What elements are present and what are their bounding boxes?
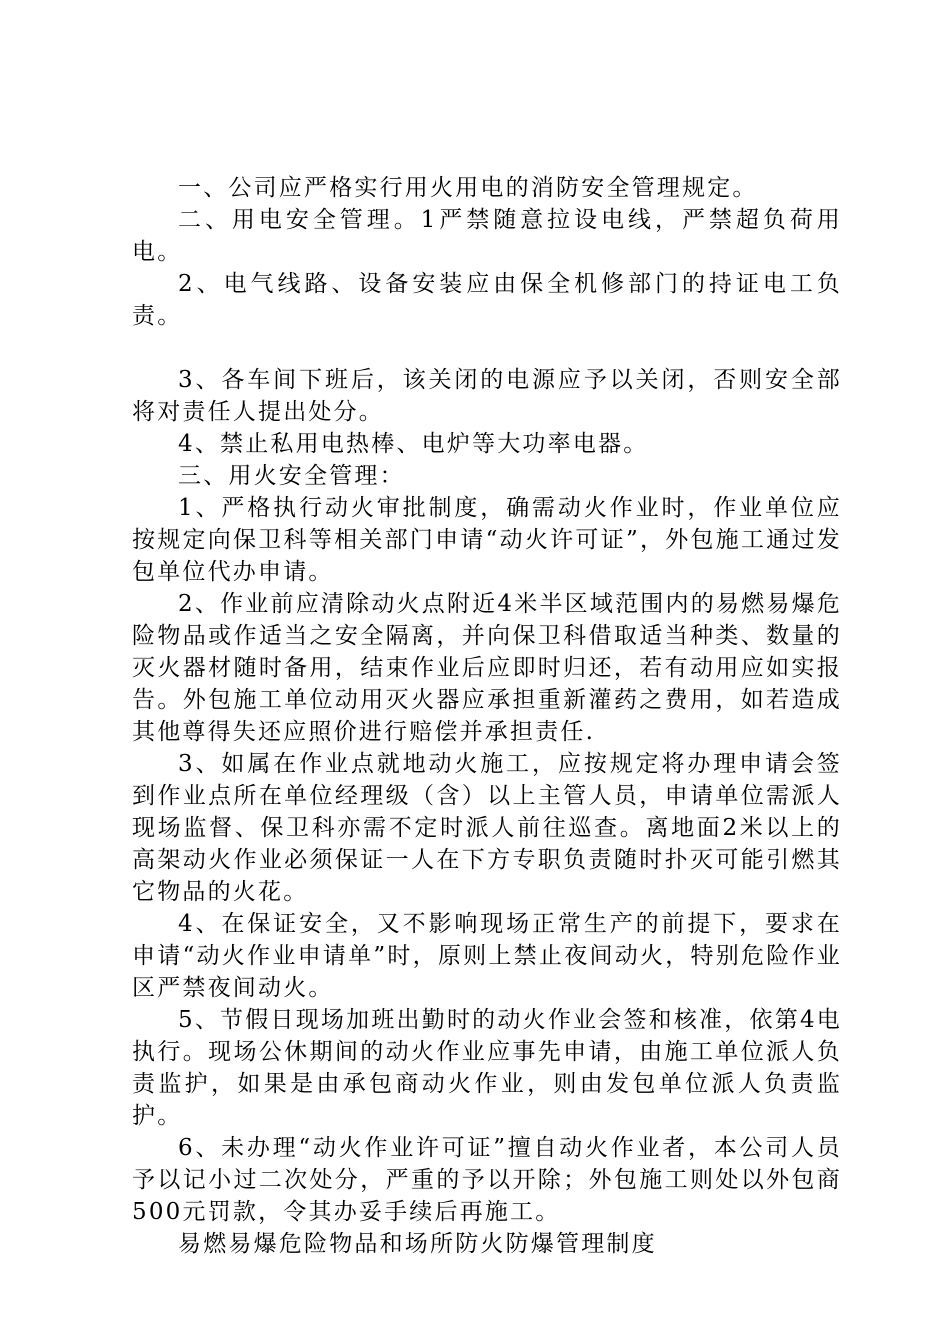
paragraph-hot-work-preparation: 2、作业前应清除动火点附近4米半区域范围内的易燃易爆危险物品或作适当之安全隔离，并向保卫科借取适当种类、数量的灭火器材随时备用，结束作业后应即时归还，若有动用应如实报告。外包施工单位动用灭火器应承担重新灌药之费用，如若造成其他尊得失还应照价进行赔偿并承担责任. bbox=[132, 591, 842, 745]
paragraph-fire-electric-regulation: 一、公司应严格实行用火用电的消防安全管理规定。 bbox=[178, 175, 758, 201]
paragraph-fire-safety-heading: 三、用火安全管理： bbox=[178, 463, 405, 489]
paragraph-appliance-ban: 4、禁止私用电热棒、电炉等大功率电器。 bbox=[178, 431, 649, 457]
paragraph-electric-safety: 二、用电安全管理。1严禁随意拉设电线，严禁超负荷用电。 bbox=[132, 207, 842, 265]
paragraph-night-hot-work: 4、在保证安全，又不影响现场正常生产的前提下，要求在申请“动火作业申请单”时，原则上禁止夜间动火，特别危险作业区严禁夜间动火。 bbox=[132, 911, 842, 1001]
paragraph-power-off: 3、各车间下班后，该关闭的电源应予以关闭，否则安全部将对责任人提出处分。 bbox=[132, 367, 842, 425]
document-body bbox=[132, 172, 842, 1260]
paragraph-penalties: 6、未办理“动火作业许可证”擅自动火作业者，本公司人员予以记小过二次处分，严重的予以开除；外包施工则处以外包商500元罚款，令其办妥手续后再施工。 bbox=[132, 1135, 842, 1225]
section-title-hazardous-materials: 易燃易爆危险物品和场所防火防爆管理制度 bbox=[178, 1231, 657, 1257]
paragraph-holiday-hot-work: 5、节假日现场加班出勤时的动火作业会签和核准，依第4电执行。现场公休期间的动火作业应事先申请，由施工单位派人负责监护，如果是由承包商动火作业，则由发包单位派人负责监护。 bbox=[132, 1007, 842, 1129]
paragraph-hot-work-approval: 1、严格执行动火审批制度，确需动火作业时，作业单位应按规定向保卫科等相关部门申请“动火许可证”，外包施工通过发包单位代办申请。 bbox=[132, 495, 842, 585]
paragraph-electric-installation: 2、电气线路、设备安装应由保全机修部门的持证电工负责。 bbox=[132, 271, 842, 329]
paragraph-onsite-hot-work: 3、如属在作业点就地动火施工，应按规定将办理申请会签到作业点所在单位经理级（含）以上主管人员，申请单位需派人现场监督、保卫科亦需不定时派人前往巡查。离地面2米以上的高架动火作业必须保证一人在下方专职负责随时扑灭可能引燃其它物品的火花。 bbox=[132, 751, 842, 905]
